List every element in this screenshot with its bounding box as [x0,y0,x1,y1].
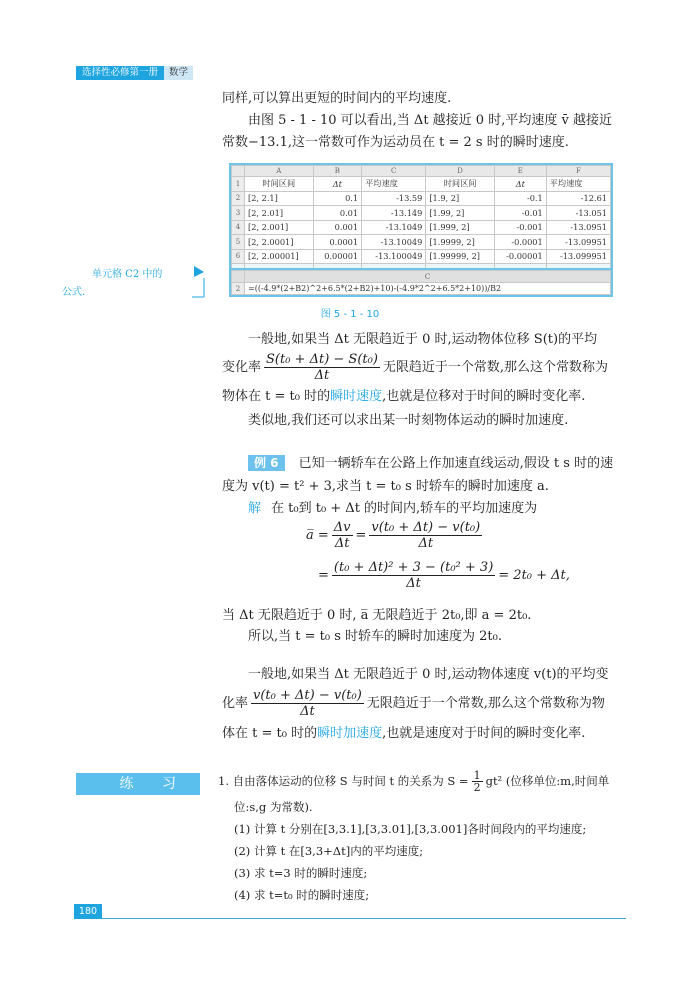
spreadsheet-table [231,165,611,269]
subject-label: 数学 [164,66,193,80]
page-number: 180 [74,904,102,919]
table-header-row: 1 时间区间 Δt 平均速度 时间区间 Δt 平均速度 [232,177,611,192]
example-line-1: 例 6 已知一辆轿车在公路上作加速直线运动,假设 t s 时的速 [248,451,613,476]
definition2-line-3: 体在 t = t₀ 时的瞬时加速度,也就是速度对于时间的瞬时变化率. [222,726,586,741]
book-title: 选择性必修第一册 [76,66,164,80]
example-line-2: 度为 v(t) = t² + 3,求当 t = t₀ s 时轿车的瞬时加速度 a. [222,479,549,494]
flag-pointer-icon [192,264,206,298]
intro-line-3: 常数−13.1,这一常数可作为运动员在 t = 2 s 时的瞬时速度. [222,135,569,150]
solution-label: 解 [248,501,262,516]
formula-sheet: C 2 =((-4.9*(2+B2)^2+6.5*(2+B2)+10)-(-4.9*2^2+6.5*2+10))/B2 [229,268,613,297]
exercise-item: (4) 求 t=t₀ 时的瞬时速度; [234,888,370,902]
footer-rule [102,918,626,919]
table-row: 2 [2, 2.1] 0.1 -13.59 [1.9, 2] -0.1 -12.61 [232,191,611,206]
column-header-row: A B C D E F [232,166,611,177]
term-instantaneous-acceleration: 瞬时加速度 [317,726,383,741]
exercise-1-line-2: 位:s,g 为常数). [234,800,313,814]
exercise-item: (3) 求 t=3 时的瞬时速度; [234,866,368,880]
solution-line: 解 在 t₀到 t₀ + Δt 的时间内,轿车的平均加速度为 [248,501,538,516]
definition1-line-1: 一般地,如果当 Δt 无限趋近于 0 时,运动物体位移 S(t)的平均 [248,332,598,347]
spreadsheet-figure [229,163,613,271]
equation-2: = $\frac{\text{(t₀ + Δt)² + 3 − (t₀² + 3)}}{\Delta t}$ = 2t₀ + Δt, [318,560,570,591]
fraction: $\frac{\text{v(t₀ + Δt) − v(t₀)}}{\Delta t}$ [253,688,362,719]
exercise-1-line-1: 1. 自由落体运动的位移 S 与时间 t 的关系为 S = $\frac{1}{2}$ gt² (位移单位:m,时间单 [218,769,610,794]
conclusion-line-1: 当 Δt 无限趋近于 0 时, a̅ 无限趋近于 2t₀,即 a = 2t₀. [222,608,532,623]
equation-1: a̅ = $\frac{\Delta v}{\Delta t}$ = $\frac{\text{v(t₀ + Δt) − v(t₀)}}{\Delta t}$ [306,520,481,551]
figure-caption: 图 5 - 1 - 10 [320,309,380,320]
margin-note: 单元格 C2 中的 公式. [62,269,163,298]
fraction: $\frac{\text{S(t₀ + Δt) − S(t₀)}}{\Delta t}$ [266,352,378,383]
exercise-item: (2) 计算 t 在[3,3+Δt]内的平均速度; [234,844,424,858]
conclusion-line-2: 所以,当 t = t₀ s 时轿车的瞬时加速度为 2t₀. [248,629,502,644]
term-instantaneous-velocity: 瞬时速度 [330,389,383,404]
table-row: 4 [2, 2.001] 0.001 -13.1049 [1.999, 2] -0.001 -13.0951 [232,220,611,235]
practice-banner: 练 习 [76,773,200,795]
example-badge: 例 6 [248,455,285,471]
intro-line-1: 同样,可以算出更短的时间内的平均速度. [222,91,452,106]
table-row: 6 [2, 2.00001] 0.00001 -13.100049 [1.99999, 2] -0.00001 -13.099951 [232,249,611,264]
intro-line-2: 由图 5 - 1 - 10 可以看出,当 Δt 越接近 0 时,平均速度 v̄ 越接近 [248,113,612,128]
definition1-line-3: 物体在 t = t₀ 时的瞬时速度,也就是位移对于时间的瞬时变化率. [222,389,586,404]
definition2-line-2: 化率 $\frac{\text{v(t₀ + Δt) − v(t₀)}}{\Delta t}$ 无限趋近于一个常数,那么这个常数称为物 [222,688,605,719]
running-header [76,66,193,80]
definition2-line-1: 一般地,如果当 Δt 无限趋近于 0 时,运动物体速度 v(t)的平均变 [248,667,609,682]
formula-cell: =((-4.9*(2+B2)^2+6.5*(2+B2)+10)-(-4.9*2^2+6.5*2+10))/B2 [245,283,611,295]
exercise-item: (1) 计算 t 分别在[3,3.1],[3,3.01],[3,3.001]各时间段内的平均速度; [234,822,587,836]
definition1-line-2: 变化率 $\frac{\text{S(t₀ + Δt) − S(t₀)}}{\Delta t}$ 无限趋近于一个常数,那么这个常数称为 [222,352,609,383]
formula-column-header: C [245,271,611,283]
definition1-line-4: 类似地,我们还可以求出某一时刻物体运动的瞬时加速度. [248,413,569,428]
table-row: 5 [2, 2.0001] 0.0001 -13.10049 [1.9999, 2] -0.0001 -13.09951 [232,235,611,250]
table-row: 3 [2, 2.01] 0.01 -13.149 [1.99, 2] -0.01 -13.051 [232,206,611,221]
